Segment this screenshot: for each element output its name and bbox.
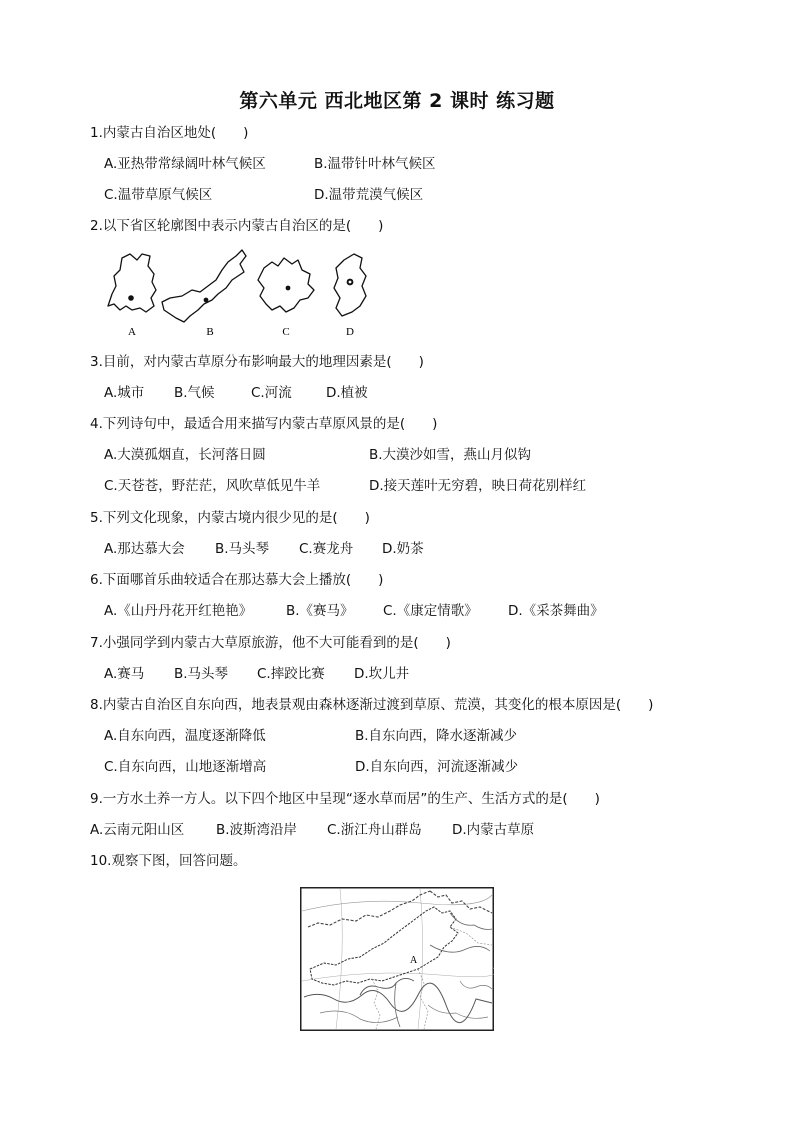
map-frame: [301, 888, 494, 1031]
question-9-stem: 9.一方水土养一方人。以下四个地区中呈现“逐水草而居”的生产、生活方式的是( ): [90, 791, 600, 807]
question-3-option-b: B.气候: [174, 385, 215, 401]
question-4-option-c: C.天苍苍，野茫茫，风吹草低见牛羊: [104, 478, 321, 494]
province-label-b: B: [206, 326, 214, 338]
question-1-option-a: A.亚热带常绿阔叶林气候区: [104, 156, 266, 172]
region-map-figure: [300, 887, 494, 1031]
question-5-option-b: B.马头琴: [215, 541, 270, 557]
province-label-d: D: [346, 326, 354, 338]
province-c-capital-dot: [286, 286, 291, 291]
province-outline-b: [162, 250, 246, 322]
question-7-stem: 7.小强同学到内蒙古大草原旅游，他不大可能看到的是( ): [90, 635, 451, 651]
question-9-option-c: C.浙江舟山群岛: [327, 822, 422, 838]
question-1-stem: 1.内蒙古自治区地处( ): [90, 125, 249, 141]
question-9-option-a: A.云南元阳山区: [90, 822, 185, 838]
question-8-option-a: A.自东向西，温度逐渐降低: [104, 728, 266, 744]
question-6-option-d: D.《采茶舞曲》: [508, 603, 604, 619]
question-4-option-b: B.大漠沙如雪，燕山月似钩: [369, 447, 532, 463]
question-6-option-a: A.《山丹丹花开红艳艳》: [104, 603, 253, 619]
question-1-option-b: B.温带针叶林气候区: [314, 156, 436, 172]
question-2-stem: 2.以下省区轮廓图中表示内蒙古自治区的是( ): [90, 218, 384, 234]
question-8-option-b: B.自东向西，降水逐渐减少: [355, 728, 518, 744]
province-outline-figure: [104, 246, 384, 342]
question-3-option-a: A.城市: [104, 385, 145, 401]
question-5-option-d: D.奶茶: [382, 541, 424, 557]
question-7-option-b: B.马头琴: [174, 666, 229, 682]
question-6-stem: 6.下面哪首乐曲较适合在那达慕大会上播放( ): [90, 572, 384, 588]
question-10-stem: 10.观察下图，回答问题。: [90, 853, 247, 869]
question-8-stem: 8.内蒙古自治区自东向西，地表景观由森林逐渐过渡到草原、荒漠，其变化的根本原因是( ): [90, 697, 654, 713]
question-3-stem: 3.目前，对内蒙古草原分布影响最大的地理因素是( ): [90, 354, 424, 370]
province-outline-c: [258, 258, 314, 312]
question-3-option-c: C.河流: [251, 385, 292, 401]
question-4-option-d: D.接天莲叶无穷碧，映日荷花别样红: [369, 478, 587, 494]
page-title: 第六单元 西北地区第 2 课时 练习题: [239, 90, 555, 112]
question-6-option-c: C.《康定情歌》: [383, 603, 478, 619]
province-label-a: A: [128, 326, 136, 338]
question-1-option-d: D.温带荒漠气候区: [314, 187, 424, 203]
question-4-option-a: A.大漠孤烟直，长河落日圆: [104, 447, 266, 463]
question-5-option-a: A.那达慕大会: [104, 541, 185, 557]
question-5-stem: 5.下列文化现象，内蒙古境内很少见的是( ): [90, 510, 370, 526]
question-9-option-d: D.内蒙古草原: [452, 822, 535, 838]
question-7-option-a: A.赛马: [104, 666, 145, 682]
question-5-option-c: C.赛龙舟: [299, 541, 354, 557]
province-b-capital-dot: [204, 298, 209, 303]
question-1-option-c: C.温带草原气候区: [104, 187, 213, 203]
province-label-c: C: [282, 326, 290, 338]
question-3-option-d: D.植被: [326, 385, 368, 401]
question-7-option-d: D.坎儿井: [354, 666, 410, 682]
question-7-option-c: C.摔跤比赛: [257, 666, 325, 682]
question-8-option-c: C.自东向西，山地逐渐增高: [104, 759, 267, 775]
question-6-option-b: B.《赛马》: [286, 603, 354, 619]
question-8-option-d: D.自东向西，河流逐渐减少: [355, 759, 519, 775]
province-outline-a: [108, 254, 156, 312]
province-a-capital-dot: [128, 295, 134, 301]
map-label-a: A: [410, 955, 418, 966]
question-9-option-b: B.波斯湾沿岸: [216, 822, 298, 838]
question-4-stem: 4.下列诗句中，最适合用来描写内蒙古草原风景的是( ): [90, 416, 438, 432]
